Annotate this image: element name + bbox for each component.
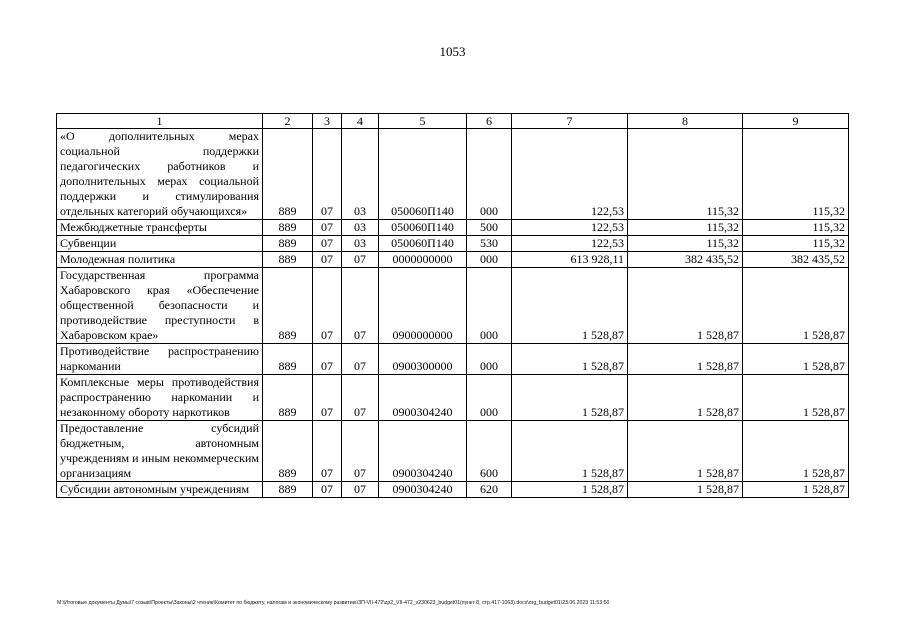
column-header: 8 xyxy=(628,114,743,129)
row-name: Молодежная политика xyxy=(57,252,263,268)
expense-type-code: 620 xyxy=(467,482,512,498)
target-article-code: 050060П140 xyxy=(379,236,467,252)
section-code: 07 xyxy=(313,482,342,498)
target-article-code: 0900304240 xyxy=(379,482,467,498)
target-article-code: 0900304240 xyxy=(379,421,467,482)
subsection-code: 07 xyxy=(342,344,379,375)
row-name: Межбюджетные трансферты xyxy=(57,220,263,236)
amount-col-8: 1 528,87 xyxy=(628,421,743,482)
subsection-code: 03 xyxy=(342,220,379,236)
amount-col-7: 122,53 xyxy=(512,129,628,220)
amount-col-7: 1 528,87 xyxy=(512,375,628,421)
header-row xyxy=(57,114,849,129)
expense-type-code: 000 xyxy=(467,268,512,344)
column-header: 4 xyxy=(342,114,379,129)
subsection-code: 03 xyxy=(342,236,379,252)
subsection-code: 07 xyxy=(342,268,379,344)
ministry-code: 889 xyxy=(263,129,313,220)
section-code: 07 xyxy=(313,344,342,375)
section-code: 07 xyxy=(313,268,342,344)
column-header: 3 xyxy=(313,114,342,129)
amount-col-9: 1 528,87 xyxy=(743,482,849,498)
amount-col-9: 382 435,52 xyxy=(743,252,849,268)
amount-col-8: 1 528,87 xyxy=(628,344,743,375)
table-row xyxy=(57,375,849,421)
table-row xyxy=(57,220,849,236)
amount-col-7: 1 528,87 xyxy=(512,268,628,344)
column-header: 9 xyxy=(743,114,849,129)
ministry-code: 889 xyxy=(263,252,313,268)
table-row xyxy=(57,129,849,220)
subsection-code: 07 xyxy=(342,421,379,482)
amount-col-9: 115,32 xyxy=(743,220,849,236)
amount-col-8: 115,32 xyxy=(628,236,743,252)
section-code: 07 xyxy=(313,375,342,421)
table-row xyxy=(57,236,849,252)
amount-col-9: 115,32 xyxy=(743,129,849,220)
row-name: Противодействие распространению наркомании xyxy=(57,344,263,375)
amount-col-7: 1 528,87 xyxy=(512,421,628,482)
row-name: «О дополнительных мерах социальной поддержки педагогических работников и дополнительных мерах социальной поддержки и стимулирования отдельных категорий обучающихся» xyxy=(57,129,263,220)
subsection-code: 03 xyxy=(342,129,379,220)
section-code: 07 xyxy=(313,252,342,268)
table-row xyxy=(57,421,849,482)
table-row xyxy=(57,482,849,498)
column-header: 5 xyxy=(379,114,467,129)
row-name: Предоставление субсидий бюджетным, автономным учреждениям и иным некоммерческим организациям xyxy=(57,421,263,482)
target-article-code: 050060П140 xyxy=(379,129,467,220)
row-name: Комплексные меры противодействия распространению наркомании и незаконному обороту наркотиков xyxy=(57,375,263,421)
target-article-code: 0900000000 xyxy=(379,268,467,344)
page-number: 1053 xyxy=(439,44,466,59)
column-header: 7 xyxy=(512,114,628,129)
subsection-code: 07 xyxy=(342,482,379,498)
target-article-code: 0900300000 xyxy=(379,344,467,375)
amount-col-8: 1 528,87 xyxy=(628,268,743,344)
expense-type-code: 000 xyxy=(467,129,512,220)
ministry-code: 889 xyxy=(263,220,313,236)
target-article-code: 050060П140 xyxy=(379,220,467,236)
amount-col-7: 1 528,87 xyxy=(512,344,628,375)
row-name: Субвенции xyxy=(57,236,263,252)
amount-col-9: 115,32 xyxy=(743,236,849,252)
document-path-footer: M:\Итоговые документы Думы\7 созыв\Проекты\Законы\2 чтение\Комитет по бюджету, налогам и экономическому развитию\ЗП-VII-472\zp2_VII-472_v230623_budget01(пункт 8, стр.417-1063).docx\org_budget01\23.06.2023 11:53:50 xyxy=(57,600,610,606)
ministry-code: 889 xyxy=(263,268,313,344)
amount-col-8: 115,32 xyxy=(628,129,743,220)
section-code: 07 xyxy=(313,220,342,236)
amount-col-7: 613 928,11 xyxy=(512,252,628,268)
amount-col-9: 1 528,87 xyxy=(743,344,849,375)
amount-col-9: 1 528,87 xyxy=(743,421,849,482)
expense-type-code: 600 xyxy=(467,421,512,482)
section-code: 07 xyxy=(313,421,342,482)
subsection-code: 07 xyxy=(342,252,379,268)
row-name: Государственная программа Хабаровского края «Обеспечение общественной безопасности и противодействие преступности в Хабаровском крае» xyxy=(57,268,263,344)
column-header: 2 xyxy=(263,114,313,129)
amount-col-7: 1 528,87 xyxy=(512,482,628,498)
amount-col-9: 1 528,87 xyxy=(743,268,849,344)
expense-type-code: 000 xyxy=(467,344,512,375)
amount-col-7: 122,53 xyxy=(512,236,628,252)
expense-type-code: 000 xyxy=(467,375,512,421)
ministry-code: 889 xyxy=(263,482,313,498)
ministry-code: 889 xyxy=(263,375,313,421)
budget-table xyxy=(56,113,849,498)
table-row xyxy=(57,252,849,268)
expense-type-code: 530 xyxy=(467,236,512,252)
ministry-code: 889 xyxy=(263,421,313,482)
column-header: 6 xyxy=(467,114,512,129)
section-code: 07 xyxy=(313,236,342,252)
expense-type-code: 500 xyxy=(467,220,512,236)
table-row xyxy=(57,344,849,375)
amount-col-7: 122,53 xyxy=(512,220,628,236)
amount-col-8: 1 528,87 xyxy=(628,375,743,421)
subsection-code: 07 xyxy=(342,375,379,421)
ministry-code: 889 xyxy=(263,344,313,375)
section-code: 07 xyxy=(313,129,342,220)
amount-col-9: 1 528,87 xyxy=(743,375,849,421)
expense-type-code: 000 xyxy=(467,252,512,268)
target-article-code: 0000000000 xyxy=(379,252,467,268)
target-article-code: 0900304240 xyxy=(379,375,467,421)
column-header: 1 xyxy=(57,114,263,129)
amount-col-8: 382 435,52 xyxy=(628,252,743,268)
amount-col-8: 1 528,87 xyxy=(628,482,743,498)
row-name: Субсидии автономным учреждениям xyxy=(57,482,263,498)
table-row xyxy=(57,268,849,344)
ministry-code: 889 xyxy=(263,236,313,252)
amount-col-8: 115,32 xyxy=(628,220,743,236)
